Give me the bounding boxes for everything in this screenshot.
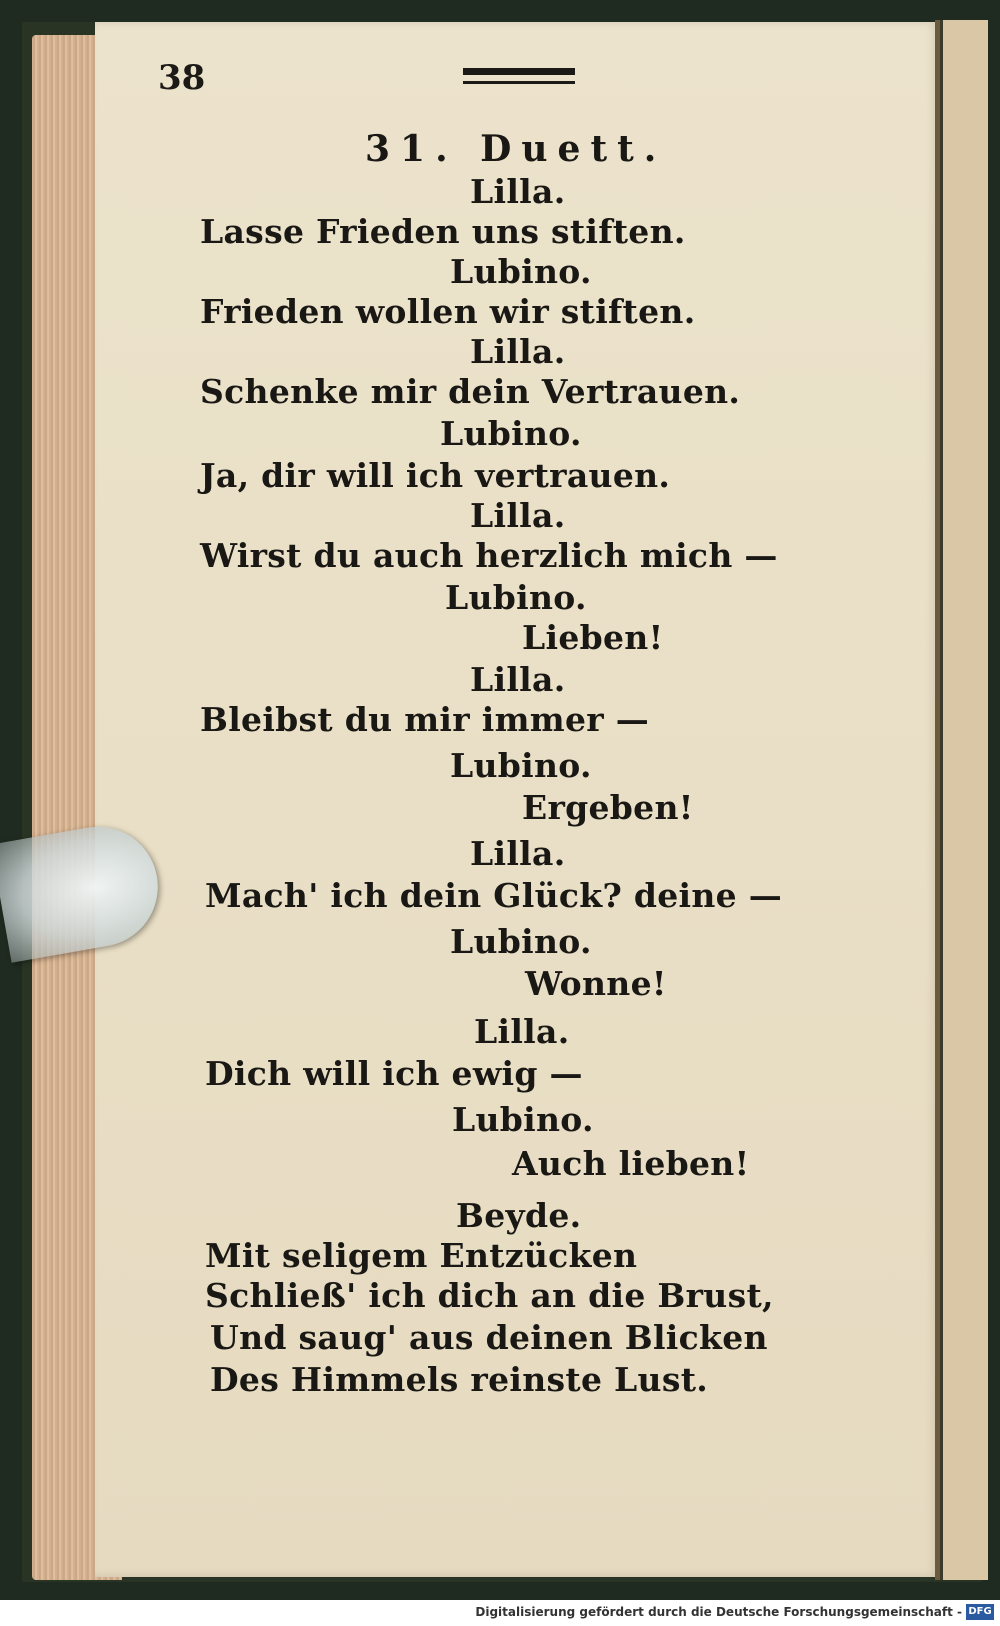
footer-credit: Digitalisierung gefördert durch die Deutsche Forschungsgemeinschaft - <box>475 1605 962 1619</box>
verse-line: Schenke mir dein Vertrauen. <box>200 372 741 411</box>
dfg-logo: DFG <box>966 1604 994 1620</box>
verse-line: Ergeben! <box>522 788 694 827</box>
speaker-label: Lilla. <box>470 660 566 699</box>
verse-line: Mach' ich dein Glück? deine — <box>205 876 783 915</box>
verse-line: Mit seligem Entzücken <box>205 1236 638 1275</box>
speaker-label: Lilla. <box>470 172 566 211</box>
speaker-label: Lubino. <box>445 578 587 617</box>
page-number: 38 <box>158 58 206 98</box>
verse-line: Schließ' ich dich an die Brust, <box>205 1276 774 1315</box>
speaker-label: Lilla. <box>470 496 566 535</box>
speaker-label: Lubino. <box>440 414 582 453</box>
speaker-label: Lubino. <box>450 252 592 291</box>
verse-line: Lasse Frieden uns stiften. <box>200 212 686 251</box>
speaker-label: Lilla. <box>474 1012 570 1051</box>
speaker-label: Beyde. <box>456 1196 582 1235</box>
verse-line: Dich will ich ewig — <box>205 1054 583 1093</box>
footer-bar <box>0 1600 1000 1626</box>
verse-line: Wirst du auch herzlich mich — <box>200 536 778 575</box>
verse-line: Wonne! <box>525 964 667 1003</box>
verse-line: Bleibst du mir immer — <box>200 700 650 739</box>
speaker-label: Lubino. <box>450 922 592 961</box>
verse-line: Auch lieben! <box>512 1144 750 1183</box>
speaker-label: Lubino. <box>450 746 592 785</box>
speaker-label: Lilla. <box>470 332 566 371</box>
section-title: 31. Duett. <box>365 128 667 170</box>
verse-line: Und saug' aus deinen Blicken <box>210 1318 768 1357</box>
next-page-edge <box>940 20 988 1580</box>
speaker-label: Lubino. <box>452 1100 594 1139</box>
verse-line: Des Himmels reinste Lust. <box>210 1360 709 1399</box>
speaker-label: Lilla. <box>470 834 566 873</box>
header-rule <box>463 68 575 88</box>
verse-line: Frieden wollen wir stiften. <box>200 292 696 331</box>
verse-line: Ja, dir will ich vertrauen. <box>200 456 671 495</box>
verse-line: Lieben! <box>522 618 664 657</box>
